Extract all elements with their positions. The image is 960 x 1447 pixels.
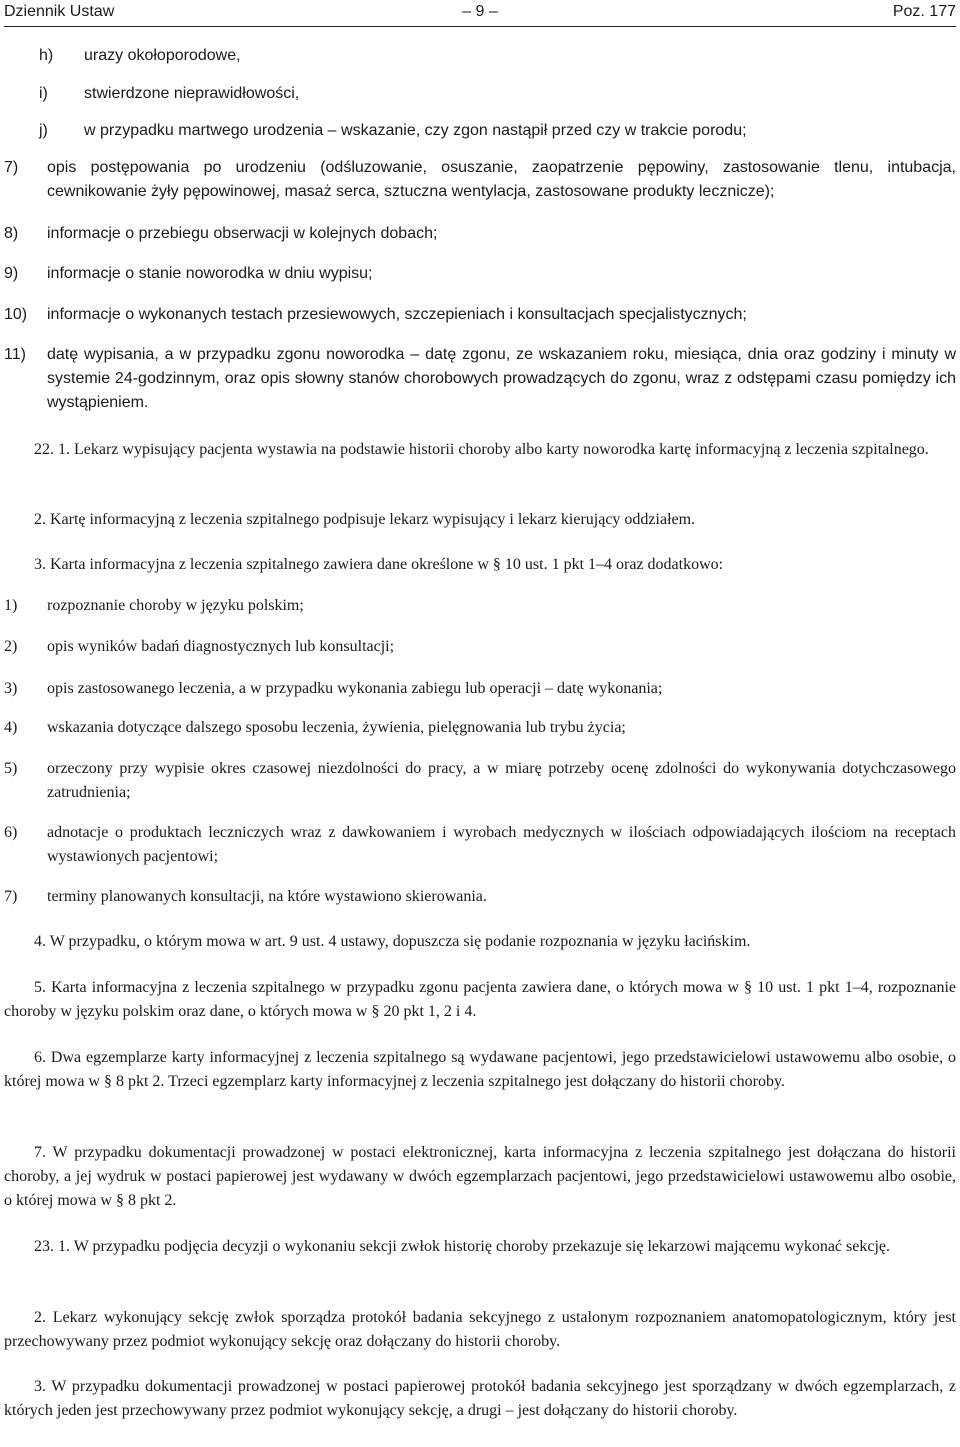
paragraph-22-5: 5. Karta informacyjna z leczenia szpitalnego w przypadku zgonu pacjenta zawiera dane, o których mowa w § 10 ust. 1 pkt 1–4, rozpoznanie choroby w języku polskim oraz dane, o których mowa w § 20 pkt 1, 2 i 4. — [4, 979, 956, 1020]
paragraph-22-7: 7. W przypadku dokumentacji prowadzonej w postaci elektronicznej, karta informacyjna z leczenia szpitalnego jest dołączana do historii choroby, a jej wydruk w postaci papierowej jest wydawany w dwóch egzemplarzach pacjentowi, jego przedstawicielowi ustawowemu albo osobie, o której mowa w § 8 pkt 2. — [4, 1144, 956, 1209]
list-item-text: informacje o przebiegu obserwacji w kolejnych dobach; — [47, 225, 438, 242]
list-item-number: 3) — [4, 680, 18, 697]
list-item-text: w przypadku martwego urodzenia – wskazanie, czy zgon nastąpił przed czy w trakcie porodu; — [84, 122, 747, 139]
paragraph-23-3: 3. W przypadku dokumentacji prowadzonej w postaci papierowej protokół badania sekcyjnego jest sporządzany w dwóch egzemplarzach, z których jeden jest przechowywany przez podmiot wykonujący sekcję, a drugi – jest dołączany do historii choroby. — [4, 1378, 956, 1419]
list-item-number: 11) — [4, 346, 26, 363]
list-item-number: 6) — [4, 824, 18, 841]
list-item-text: terminy planowanych konsultacji, na które wystawiono skierowania. — [47, 888, 487, 905]
list-item-text: stwierdzone nieprawidłowości, — [84, 85, 300, 102]
list-item-number: 2) — [4, 638, 18, 655]
list-item-number: 7) — [4, 888, 18, 905]
paragraph-22-2: 2. Kartę informacyjną z leczenia szpitalnego podpisuje lekarz wypisujący i lekarz kierujący oddziałem. — [34, 511, 696, 528]
paragraph-22-4: 4. W przypadku, o którym mowa w art. 9 ust. 4 ustawy, dopuszcza się podanie rozpoznania w języku łacińskim. — [34, 933, 751, 950]
list-item-text: informacje o stanie noworodka w dniu wypisu; — [47, 265, 373, 282]
page-number: – 9 – — [462, 3, 498, 20]
list-item-text: wskazania dotyczące dalszego sposobu leczenia, żywienia, pielęgnowania lub trybu życia; — [47, 719, 626, 736]
list-item-number: 4) — [4, 719, 18, 736]
paragraph-22-1: 22. 1. Lekarz wypisujący pacjenta wystawia na podstawie historii choroby albo karty noworodka kartę informacyjną z leczenia szpitalnego. — [34, 441, 929, 458]
list-item-number: 9) — [4, 265, 19, 282]
position-number: Poz. 177 — [892, 3, 956, 20]
list-item-number: 5) — [4, 760, 18, 777]
list-item-number: j) — [39, 122, 48, 139]
list-item-number: 8) — [4, 225, 19, 242]
list-item-number: h) — [39, 47, 54, 64]
list-item-text: orzeczony przy wypisie okres czasowej niezdolności do pracy, a w miarę potrzeby ocenę zdolności do wykonywania dotychczasowego zatrudnienia; — [47, 760, 956, 801]
list-item-text: informacje o wykonanych testach przesiewowych, szczepieniach i konsultacjach specjalistycznych; — [47, 306, 747, 323]
list-item-text: urazy okołoporodowe, — [84, 47, 241, 64]
list-item-text: adnotacje o produktach leczniczych wraz z dawkowaniem i wyrobach medycznych w ilościach odpowiadających ilościom na receptach wystawionych pacjentowi; — [47, 824, 956, 865]
list-item-text: rozpoznanie choroby w języku polskim; — [47, 597, 304, 614]
list-item-number: 7) — [4, 159, 19, 176]
list-item-text: opis postępowania po urodzeniu (odśluzowanie, osuszanie, zaopatrzenie pępowiny, zastosowanie tlenu, intubacja, cewnikowanie żyły pępowinowej, masaż serca, sztuczna wentylacja, zastosowane produkty lecznicze); — [47, 159, 956, 200]
journal-title: Dziennik Ustaw — [4, 3, 115, 20]
list-item-text: datę wypisania, a w przypadku zgonu noworodka – datę zgonu, ze wskazaniem roku, miesiąca, dnia oraz godziny i minuty w systemie 24-godzinnym, oraz opis słowny stanów chorobowych prowadzących do zgonu, wraz z odstępami czasu pomiędzy ich wystąpieniem. — [47, 346, 956, 411]
paragraph-23-1: 23. 1. W przypadku podjęcia decyzji o wykonaniu sekcji zwłok historię choroby przekazuje się lekarzowi mającemu wykonać sekcję. — [34, 1238, 890, 1255]
paragraph-22-6: 6. Dwa egzemplarze karty informacyjnej z leczenia szpitalnego są wydawane pacjentowi, jego przedstawicielowi ustawowemu albo osobie, o której mowa w § 8 pkt 2. Trzeci egzemplarz karty informacyjnej z leczenia szpitalnego jest dołączany do historii choroby. — [4, 1049, 956, 1090]
list-item-number: 1) — [4, 597, 18, 614]
list-item-number: 10) — [4, 306, 28, 323]
list-item-number: i) — [39, 85, 48, 102]
paragraph-23-2: 2. Lekarz wykonujący sekcję zwłok sporządza protokół badania sekcyjnego z ustalonym rozpoznaniem anatomopatologicznym, który jest przechowywany przez podmiot wykonujący sekcję oraz dołączany do historii choroby. — [4, 1309, 956, 1350]
page-header — [4, 0, 956, 27]
paragraph-22-3: 3. Karta informacyjna z leczenia szpitalnego zawiera dane określone w § 10 ust. 1 pkt 1–4 oraz dodatkowo: — [34, 556, 724, 573]
list-item-text: opis wyników badań diagnostycznych lub konsultacji; — [47, 638, 395, 655]
list-item-text: opis zastosowanego leczenia, a w przypadku wykonania zabiegu lub operacji – datę wykonania; — [47, 680, 663, 697]
